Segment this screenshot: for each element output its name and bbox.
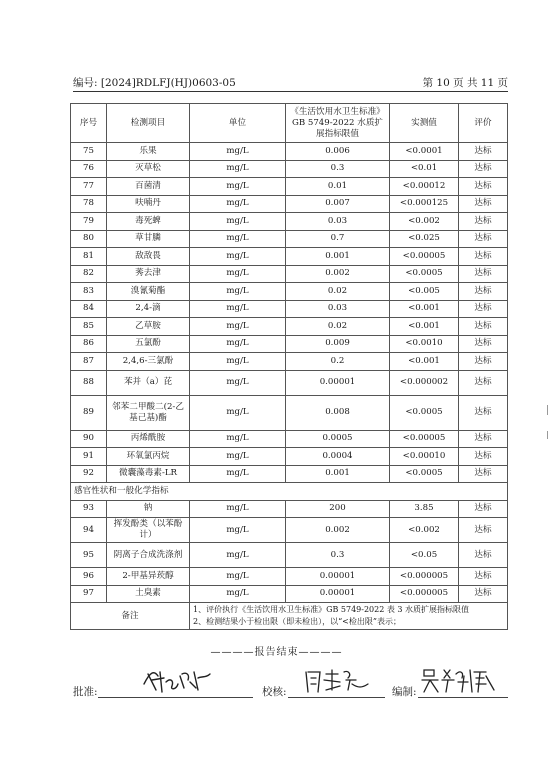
cell-unit: mg/L [190,160,286,178]
cell-result: 达标 [459,335,508,353]
cell-result: 达标 [459,160,508,178]
cell-item: 呋喃丹 [107,195,190,213]
table-row [71,248,508,266]
table-row [71,568,508,586]
cell-measured: <0.002 [390,213,459,231]
cell-no: 80 [71,230,107,248]
cell-limit: 0.02 [286,283,390,301]
cell-result: 达标 [459,213,508,231]
col-header-unit: 单位 [190,104,286,143]
cell-measured: <0.000005 [390,585,459,603]
cell-no: 94 [71,518,107,543]
compile-label: 编制: [392,686,417,698]
table-row [71,213,508,231]
cell-limit: 0.2 [286,353,390,371]
cell-limit: 0.02 [286,318,390,336]
cell-no: 89 [71,395,107,430]
table-row [71,143,508,161]
cell-no: 82 [71,265,107,283]
cell-item: 毒死蜱 [107,213,190,231]
cell-unit: mg/L [190,143,286,161]
cell-item: 2,4-滴 [107,300,190,318]
cell-measured: <0.001 [390,300,459,318]
cell-no: 95 [71,543,107,568]
cell-result: 达标 [459,230,508,248]
cell-result: 达标 [459,300,508,318]
cell-limit: 0.0005 [286,430,390,448]
cell-item: 2,4,6-三氯酚 [107,353,190,371]
cell-unit: mg/L [190,283,286,301]
remark-line: 1、评价执行《生活饮用水卫生标准》GB 5749-2022 表 3 水质扩展指标限值 [193,605,470,614]
page-number: 第 10 页 共 11 页 [422,77,508,89]
cell-unit: mg/L [190,395,286,430]
cell-no: 81 [71,248,107,266]
cell-measured: <0.002 [390,518,459,543]
margin-mark [546,405,549,445]
table-row [71,448,508,466]
col-header-result: 评价 [459,104,508,143]
cell-result: 达标 [459,353,508,371]
cell-result: 达标 [459,448,508,466]
report-end-mark: ————报告结束———— [210,647,343,658]
cell-limit: 0.3 [286,543,390,568]
cell-item: 五氯酚 [107,335,190,353]
table-row [71,543,508,568]
remark-row [71,603,508,630]
check-signature-line [288,697,385,698]
cell-item: 草甘膦 [107,230,190,248]
cell-measured: <0.0001 [390,143,459,161]
cell-measured: <0.01 [390,160,459,178]
cell-result: 达标 [459,500,508,518]
report-number: 编号: [2024]RDLFJ(HJ)0603-05 [73,77,236,89]
cell-limit: 0.01 [286,178,390,196]
cell-result: 达标 [459,143,508,161]
cell-limit: 0.7 [286,230,390,248]
cell-no: 79 [71,213,107,231]
cell-no: 76 [71,160,107,178]
col-header-no: 序号 [71,104,107,143]
cell-unit: mg/L [190,585,286,603]
cell-measured: <0.000125 [390,195,459,213]
cell-result: 达标 [459,178,508,196]
compile-signature-line [418,697,508,698]
cell-measured: <0.0005 [390,265,459,283]
cell-limit: 0.001 [286,465,390,483]
cell-no: 90 [71,430,107,448]
cell-result: 达标 [459,395,508,430]
cell-unit: mg/L [190,448,286,466]
table-row [71,585,508,603]
cell-unit: mg/L [190,518,286,543]
cell-result: 达标 [459,370,508,395]
results-table [70,103,508,630]
check-signature [302,666,374,696]
cell-unit: mg/L [190,543,286,568]
cell-result: 达标 [459,585,508,603]
cell-result: 达标 [459,248,508,266]
cell-result: 达标 [459,318,508,336]
cell-limit: 0.002 [286,265,390,283]
cell-result: 达标 [459,430,508,448]
cell-unit: mg/L [190,230,286,248]
cell-measured: <0.00010 [390,448,459,466]
table-row [71,318,508,336]
cell-result: 达标 [459,283,508,301]
cell-no: 75 [71,143,107,161]
table-row [71,430,508,448]
cell-measured: <0.001 [390,318,459,336]
approve-signature-line [98,697,253,698]
cell-limit: 200 [286,500,390,518]
cell-limit: 0.002 [286,518,390,543]
table-row [71,518,508,543]
table-row [71,370,508,395]
cell-limit: 0.006 [286,143,390,161]
cell-no: 78 [71,195,107,213]
cell-measured: <0.00012 [390,178,459,196]
remark-text [190,603,508,630]
cell-limit: 0.00001 [286,568,390,586]
table-row [71,265,508,283]
compile-signature [420,664,500,696]
remark-label: 备注 [71,603,190,630]
cell-no: 92 [71,465,107,483]
table-row [71,178,508,196]
approve-signature [140,662,220,696]
cell-no: 83 [71,283,107,301]
table-row [71,335,508,353]
cell-unit: mg/L [190,353,286,371]
page-header [73,76,508,90]
table-row [71,195,508,213]
cell-no: 84 [71,300,107,318]
cell-unit: mg/L [190,430,286,448]
cell-result: 达标 [459,265,508,283]
cell-no: 88 [71,370,107,395]
cell-unit: mg/L [190,248,286,266]
cell-measured: <0.0010 [390,335,459,353]
cell-unit: mg/L [190,213,286,231]
col-header-item: 检测项目 [107,104,190,143]
table-row [71,353,508,371]
cell-unit: mg/L [190,500,286,518]
cell-limit: 0.00001 [286,370,390,395]
remark-line: 2、检测结果小于检出限（即未检出），以“<检出限”表示； [193,617,401,626]
table-row [71,300,508,318]
cell-no: 77 [71,178,107,196]
cell-unit: mg/L [190,568,286,586]
table-row [71,500,508,518]
cell-result: 达标 [459,465,508,483]
cell-limit: 0.00001 [286,585,390,603]
cell-unit: mg/L [190,178,286,196]
cell-limit: 0.008 [286,395,390,430]
cell-measured: <0.05 [390,543,459,568]
cell-item: 环氧氯丙烷 [107,448,190,466]
cell-limit: 0.0004 [286,448,390,466]
cell-measured: <0.0005 [390,395,459,430]
cell-result: 达标 [459,543,508,568]
cell-measured: <0.00005 [390,430,459,448]
cell-no: 93 [71,500,107,518]
table-row [71,160,508,178]
cell-unit: mg/L [190,465,286,483]
cell-unit: mg/L [190,300,286,318]
table-row [71,283,508,301]
section-row [71,483,508,501]
cell-no: 86 [71,335,107,353]
cell-item: 钠 [107,500,190,518]
cell-item: 敌敌畏 [107,248,190,266]
cell-item: 土臭素 [107,585,190,603]
cell-item: 乙草胺 [107,318,190,336]
cell-item: 邻苯二甲酸二(2-乙 基己基)酯 [107,395,190,430]
cell-no: 85 [71,318,107,336]
cell-item: 阴离子合成洗涤剂 [107,543,190,568]
table-row [71,465,508,483]
approve-label: 批准: [73,686,98,698]
cell-result: 达标 [459,518,508,543]
cell-unit: mg/L [190,335,286,353]
cell-item: 挥发酚类（以苯酚计） [107,518,190,543]
cell-unit: mg/L [190,318,286,336]
cell-item: 丙烯酰胺 [107,430,190,448]
cell-unit: mg/L [190,370,286,395]
cell-item: 苯并（a）芘 [107,370,190,395]
cell-item: 莠去津 [107,265,190,283]
cell-limit: 0.3 [286,160,390,178]
cell-item: 溴氰菊酯 [107,283,190,301]
cell-limit: 0.009 [286,335,390,353]
cell-measured: <0.005 [390,283,459,301]
header-divider [73,91,508,92]
cell-measured: <0.0005 [390,465,459,483]
cell-item: 灭草松 [107,160,190,178]
cell-measured: <0.001 [390,353,459,371]
cell-result: 达标 [459,568,508,586]
cell-measured: <0.000002 [390,370,459,395]
cell-measured: <0.025 [390,230,459,248]
check-label: 校核: [262,686,287,698]
cell-item: 2-甲基异莰醇 [107,568,190,586]
cell-no: 97 [71,585,107,603]
cell-item: 百菌清 [107,178,190,196]
cell-limit: 0.03 [286,300,390,318]
cell-measured: <0.00005 [390,248,459,266]
cell-unit: mg/L [190,265,286,283]
cell-limit: 0.03 [286,213,390,231]
table-header-row [71,104,508,143]
cell-no: 91 [71,448,107,466]
cell-no: 96 [71,568,107,586]
cell-result: 达标 [459,195,508,213]
cell-unit: mg/L [190,195,286,213]
cell-no: 87 [71,353,107,371]
cell-item: 微囊藻毒素-LR [107,465,190,483]
cell-measured: <0.000005 [390,568,459,586]
table-row [71,230,508,248]
section-title: 感官性状和一般化学指标 [71,483,508,501]
col-header-measured: 实测值 [390,104,459,143]
cell-limit: 0.007 [286,195,390,213]
cell-limit: 0.001 [286,248,390,266]
col-header-limit: 《生活饮用水卫生标准》GB 5749-2022 水质扩展指标限值 [286,104,390,143]
cell-measured: 3.85 [390,500,459,518]
table-row [71,395,508,430]
cell-item: 乐果 [107,143,190,161]
